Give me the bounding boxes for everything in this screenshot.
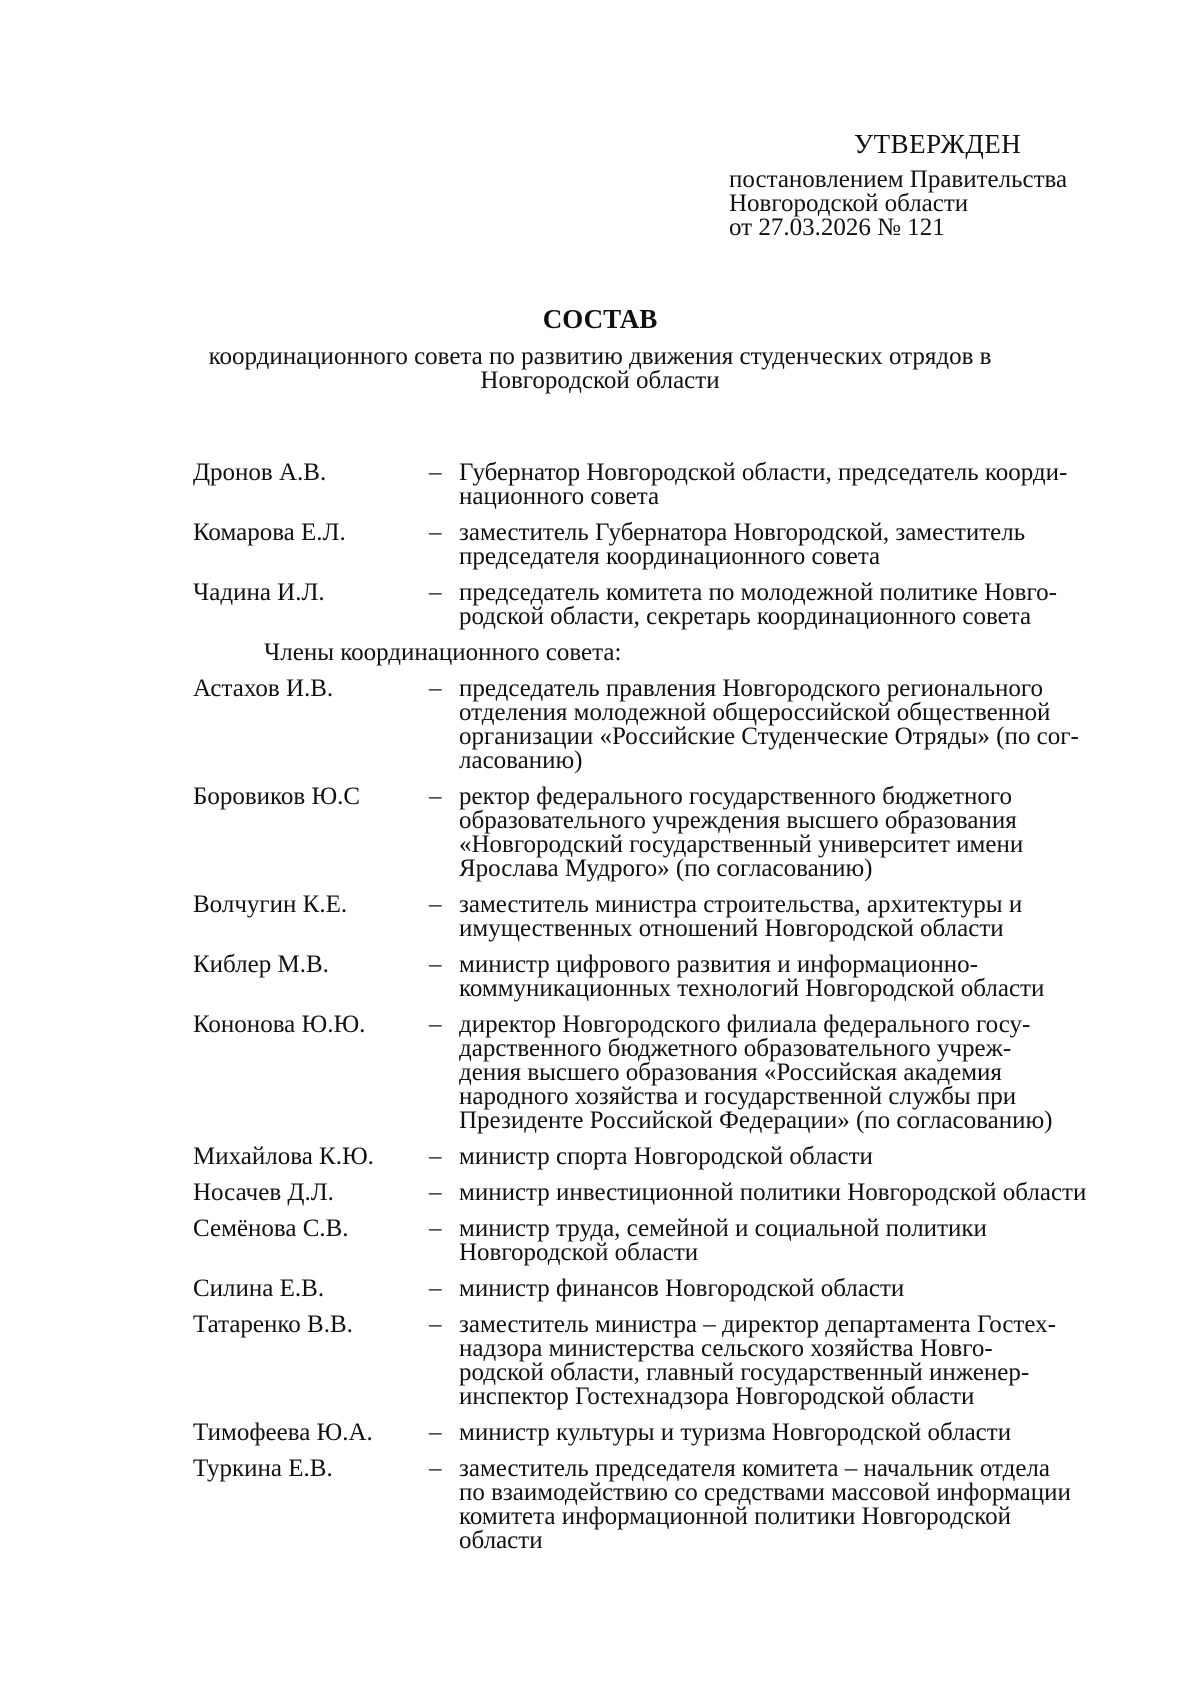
- members-header: Члены координационного совета:: [264, 639, 622, 666]
- member-role: [459, 677, 1159, 773]
- members-list: [193, 677, 1193, 1553]
- member-role-line: председатель правления Новгородского регионального: [459, 675, 1044, 702]
- member-role-line: Президенте Российской Федерации» (по согласованию): [459, 1107, 1053, 1134]
- member-name: Михайлова К.Ю.: [193, 1143, 374, 1170]
- member-row: [193, 1217, 1193, 1265]
- member-row: [193, 677, 1193, 773]
- member-role-line: заместитель министра – директор департамента Гостех-: [459, 1311, 1056, 1338]
- member-dash: –: [429, 783, 442, 810]
- member-name: Дронов А.В.: [193, 459, 327, 486]
- member-role-line: надзора министерства сельского хозяйства Новго-: [459, 1335, 993, 1362]
- subtitle-line: Новгородской области: [480, 367, 720, 394]
- member-row: [193, 1421, 1193, 1445]
- member-role-line: министр труда, семейной и социальной политики: [459, 1215, 987, 1242]
- member-name: Волчугин К.Е.: [193, 891, 348, 918]
- member-name: Боровиков Ю.С: [193, 783, 361, 810]
- document-heading: [0, 302, 1200, 393]
- member-name: Тимофеева Ю.А.: [193, 1419, 373, 1446]
- member-dash: –: [429, 519, 442, 546]
- member-name: Татаренко В.В.: [193, 1311, 353, 1338]
- member-role-line: родской области, главный государственный инженер-: [459, 1359, 1030, 1386]
- council-composition-list: [193, 461, 1193, 1565]
- member-role: [459, 785, 1159, 881]
- member-role: [459, 1421, 1159, 1445]
- member-row: [193, 1145, 1193, 1169]
- member-row: [193, 785, 1193, 881]
- member-role-line: министр инвестиционной политики Новгородской области: [459, 1179, 1087, 1206]
- member-role: [459, 461, 1159, 509]
- member-role-line: заместитель председателя комитета – начальник отдела: [459, 1455, 1051, 1482]
- member-row: [193, 893, 1193, 941]
- leadership-list: [193, 461, 1193, 629]
- member-dash: –: [429, 1275, 442, 1302]
- approval-line: Новгородской области: [729, 190, 969, 217]
- member-role-line: председатель комитета по молодежной политике Новго-: [459, 579, 1057, 606]
- member-role-line: ректор федерального государственного бюджетного: [459, 783, 1012, 810]
- member-role-line: министр финансов Новгородской области: [459, 1275, 905, 1302]
- member-dash: –: [429, 1311, 442, 1338]
- member-role: [459, 521, 1159, 569]
- member-role-line: коммуникационных технологий Новгородской области: [459, 975, 1045, 1002]
- member-row: [193, 581, 1193, 629]
- member-row: [193, 461, 1193, 509]
- member-role-line: министр культуры и туризма Новгородской области: [459, 1419, 1012, 1446]
- subtitle-line: координационного совета по развитию движения студенческих отрядов в: [208, 343, 992, 370]
- member-role-line: по взаимодействию со средствами массовой информации: [459, 1479, 1071, 1506]
- member-role-line: заместитель министра строительства, архитектуры и: [459, 891, 1023, 918]
- member-dash: –: [429, 1143, 442, 1170]
- approval-title: УТВЕРЖДЕН: [854, 129, 1022, 159]
- approval-details: [729, 168, 1169, 240]
- member-role: [459, 1181, 1159, 1205]
- member-role-line: образовательного учреждения высшего образования: [459, 807, 1017, 834]
- approval-block: [729, 128, 1169, 240]
- member-name: Астахов И.В.: [193, 675, 334, 702]
- member-name: Комарова Е.Л.: [193, 519, 346, 546]
- member-role: [459, 1013, 1159, 1133]
- member-role-line: «Новгородский государственный университет имени: [459, 831, 1024, 858]
- member-row: [193, 953, 1193, 1001]
- member-role-line: директор Новгородского филиала федерального госу-: [459, 1011, 1031, 1038]
- member-role-line: отделения молодежной общероссийской общественной: [459, 699, 1051, 726]
- approval-line: от 27.03.2026 № 121: [729, 214, 945, 241]
- member-role-line: дарственного бюджетного образовательного учреж-: [459, 1035, 1012, 1062]
- member-dash: –: [429, 1011, 442, 1038]
- member-role-line: имущественных отношений Новгородской области: [459, 915, 1004, 942]
- member-role-line: дения высшего образования «Российская академия: [459, 1059, 1002, 1086]
- member-role-line: заместитель Губернатора Новгородской, заместитель: [459, 519, 1026, 546]
- member-role-line: Новгородской области: [459, 1239, 699, 1266]
- member-row: [193, 1277, 1193, 1301]
- member-name: Туркина Е.В.: [193, 1455, 333, 1482]
- member-role: [459, 1217, 1159, 1265]
- member-role-line: организации «Российские Студенческие Отряды» (по сог-: [459, 723, 1079, 750]
- member-role-line: народного хозяйства и государственной службы при: [459, 1083, 1017, 1110]
- member-row: [193, 1313, 1193, 1409]
- member-role-line: национного совета: [459, 483, 660, 510]
- member-row: [193, 1013, 1193, 1133]
- member-role: [459, 1457, 1159, 1553]
- approval-line: постановлением Правительства: [729, 166, 1068, 193]
- document-subtitle: [140, 345, 1060, 393]
- member-role-line: родской области, секретарь координационного совета: [459, 603, 1032, 630]
- member-dash: –: [429, 579, 442, 606]
- member-name: Носачев Д.Л.: [193, 1179, 334, 1206]
- member-dash: –: [429, 1419, 442, 1446]
- member-name: Семёнова С.В.: [193, 1215, 349, 1242]
- member-row: [193, 521, 1193, 569]
- member-name: Чадина И.Л.: [193, 579, 325, 606]
- member-role-line: министр спорта Новгородской области: [459, 1143, 873, 1170]
- document-title: СОСТАВ: [542, 304, 658, 334]
- member-role: [459, 893, 1159, 941]
- member-row: [193, 1181, 1193, 1205]
- member-role-line: области: [459, 1527, 543, 1554]
- member-dash: –: [429, 1455, 442, 1482]
- member-role: [459, 1313, 1159, 1409]
- member-role-line: комитета информационной политики Новгородской: [459, 1503, 1011, 1530]
- member-dash: –: [429, 459, 442, 486]
- member-role-line: Ярослава Мудрого» (по согласованию): [459, 855, 873, 882]
- member-role: [459, 953, 1159, 1001]
- member-dash: –: [429, 951, 442, 978]
- member-name: Киблер М.В.: [193, 951, 329, 978]
- member-dash: –: [429, 1179, 442, 1206]
- member-name: Силина Е.В.: [193, 1275, 325, 1302]
- member-dash: –: [429, 1215, 442, 1242]
- member-dash: –: [429, 891, 442, 918]
- member-role-line: председателя координационного совета: [459, 543, 881, 570]
- member-role: [459, 1277, 1159, 1301]
- member-role-line: министр цифрового развития и информационно-: [459, 951, 979, 978]
- member-row: [193, 1457, 1193, 1553]
- member-name: Кононова Ю.Ю.: [193, 1011, 366, 1038]
- member-role-line: инспектор Гостехнадзора Новгородской области: [459, 1383, 975, 1410]
- member-role-line: Губернатор Новгородской области, председатель коорди-: [459, 459, 1068, 486]
- member-role-line: ласованию): [459, 747, 583, 774]
- member-role: [459, 1145, 1159, 1169]
- member-dash: –: [429, 675, 442, 702]
- member-role: [459, 581, 1159, 629]
